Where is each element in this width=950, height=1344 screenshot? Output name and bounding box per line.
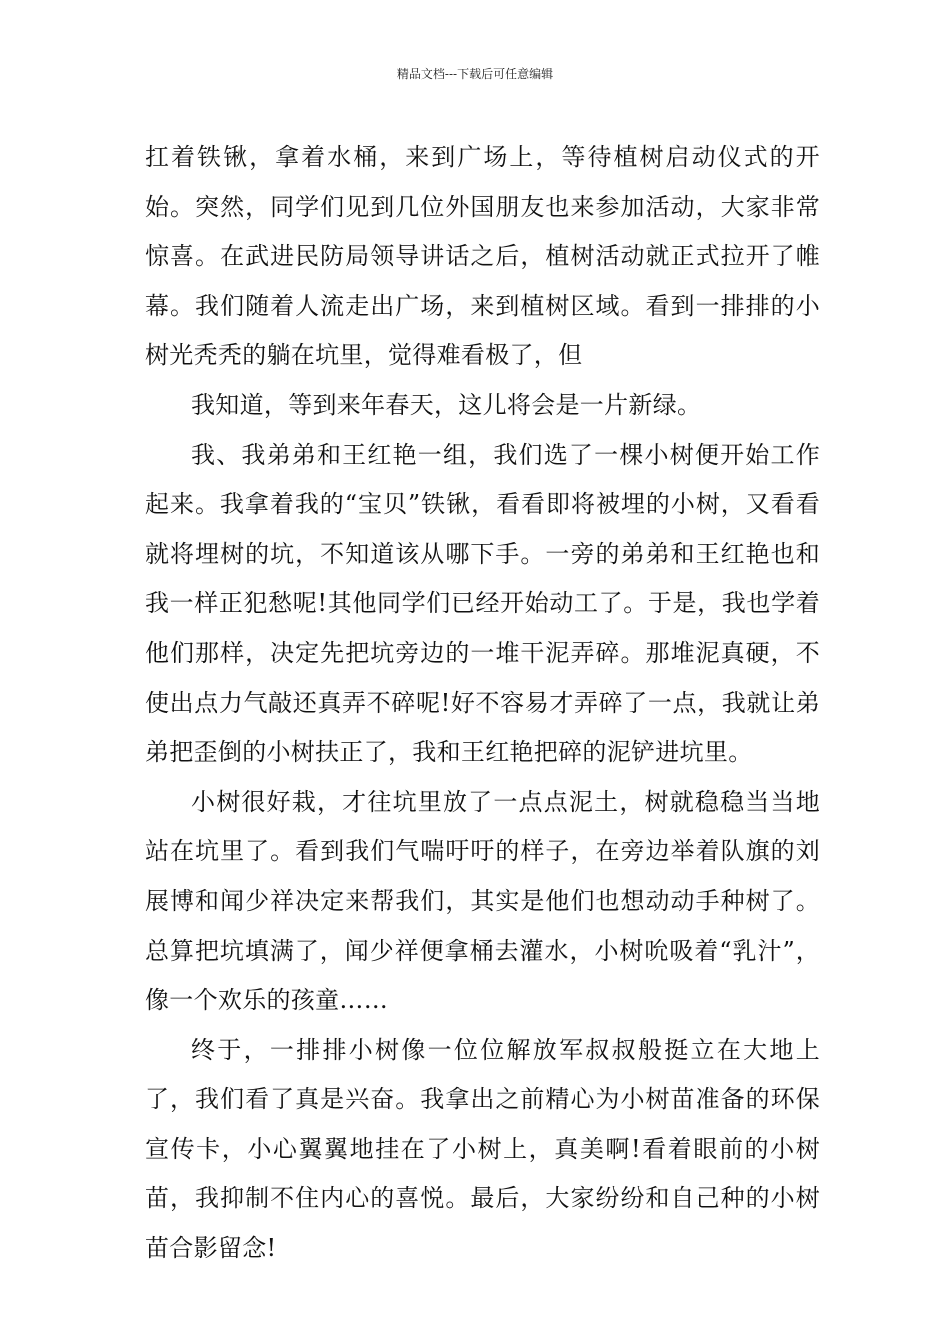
- page-header: 精品文档---下载后可任意编辑: [396, 67, 554, 81]
- document-body: [145, 133, 820, 1274]
- paragraph-5: 终于，一排排小树像一位位解放军叔叔般挺立在大地上了，我们看了真是兴奋。我拿出之前精心为小树苗准备的环保宣传卡，小心翼翼地挂在了小树上，真美啊!看着眼前的小树苗，我抑制不住内心的喜悦。最后，大家纷纷和自己种的小树苗合影留念!: [145, 1035, 820, 1263]
- paragraph-4: 小树很好栽，才往坑里放了一点点泥土，树就稳稳当当地站在坑里了。看到我们气喘吁吁的样子，在旁边举着队旗的刘展博和闻少祥决定来帮我们，其实是他们也想动动手种树了。总算把坑填满了，闻少祥便拿桶去灌水，小树吮吸着“乳汁”，像一个欢乐的孩童……: [145, 787, 820, 1015]
- paragraph-3: 我、我弟弟和王红艳一组，我们选了一棵小树便开始工作起来。我拿着我的“宝贝”铁锹，看看即将被埋的小树，又看看就将埋树的坑，不知道该从哪下手。一旁的弟弟和王红艳也和我一样正犯愁呢!其他同学们已经开始动工了。于是，我也学着他们那样，决定先把坑旁边的一堆干泥弄碎。那堆泥真硬，不使出点力气敲还真弄不碎呢!好不容易才弄碎了一点，我就让弟弟把歪倒的小树扶正了，我和王红艳把碎的泥铲进坑里。: [145, 440, 820, 767]
- paragraph-1: 扛着铁锹，拿着水桶，来到广场上，等待植树启动仪式的开始。突然，同学们见到几位外国朋友也来参加活动，大家非常惊喜。在武进民防局领导讲话之后，植树活动就正式拉开了帷幕。我们随着人流走出广场，来到植树区域。看到一排排的小树光秃秃的躺在坑里，觉得难看极了，但: [145, 143, 820, 370]
- paragraph-2: 我知道，等到来年春天，这儿将会是一片新绿。: [191, 390, 702, 419]
